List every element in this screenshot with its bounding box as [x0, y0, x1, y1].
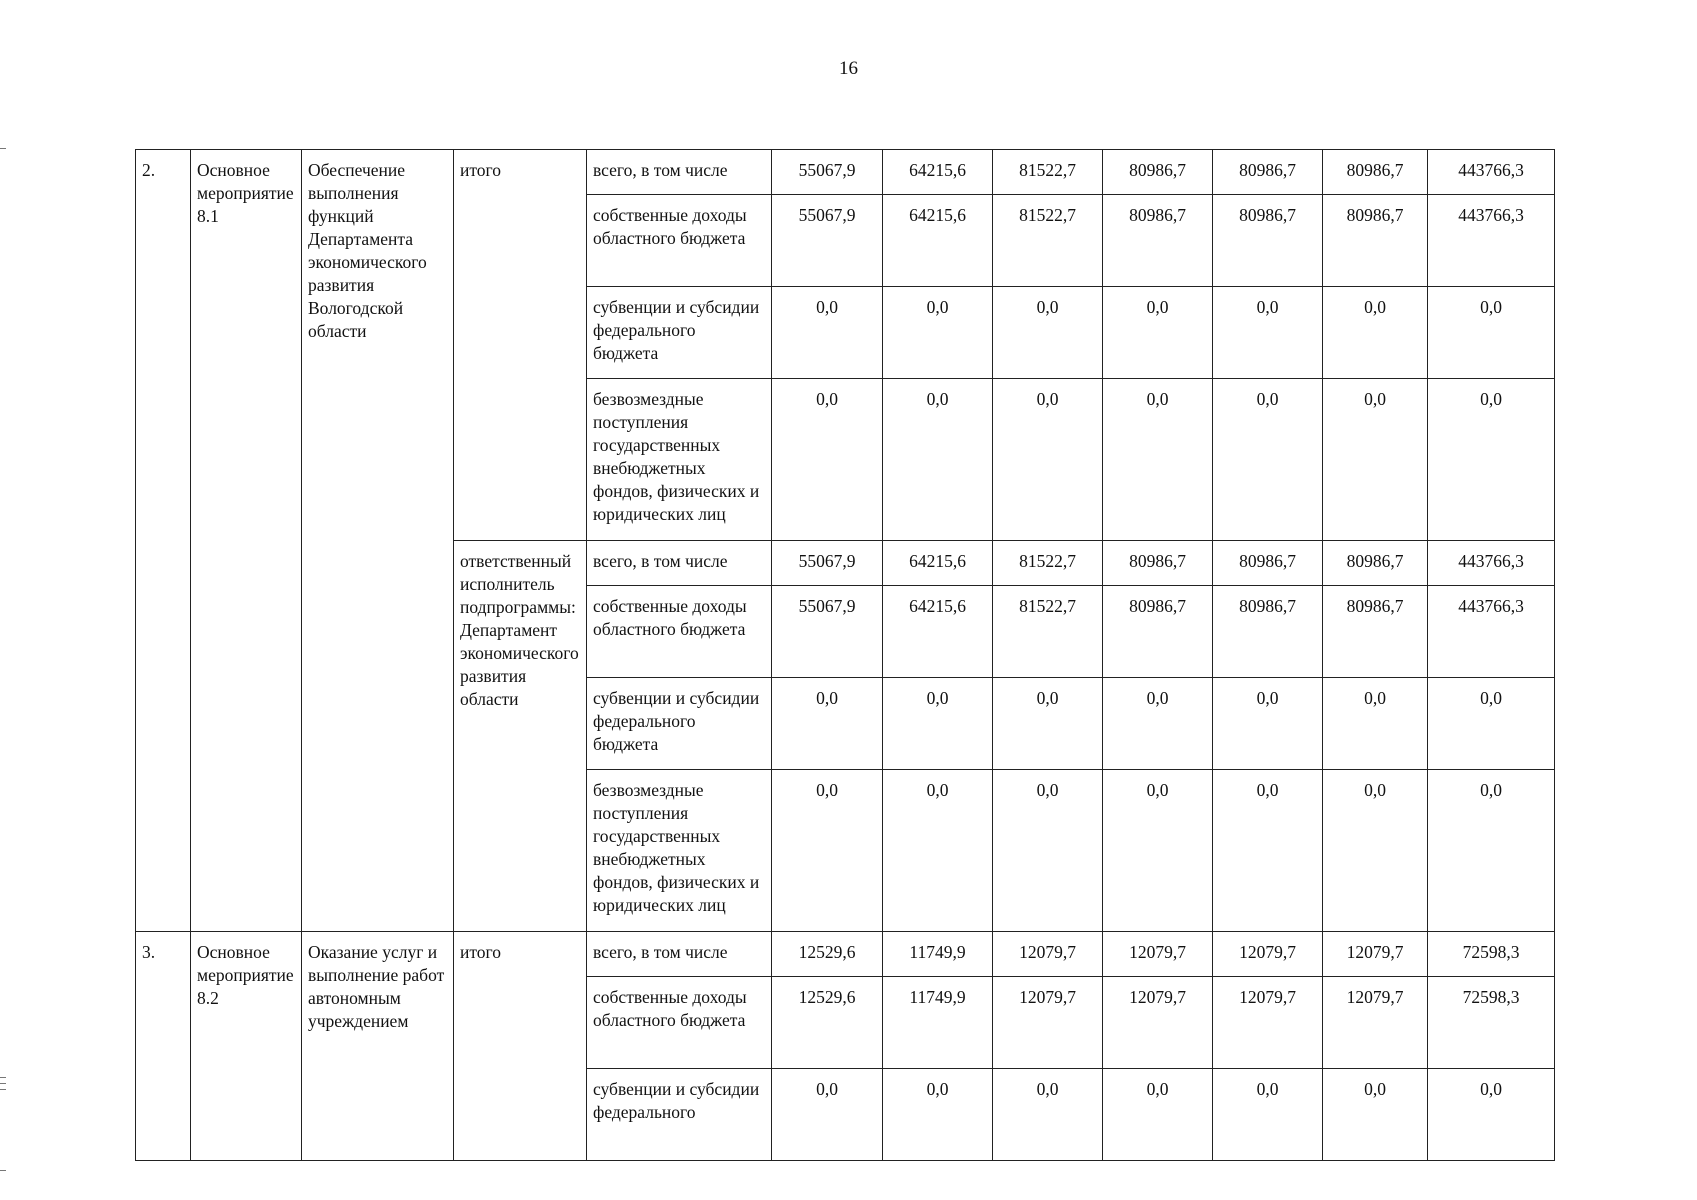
- year-value-cell: 12529,6: [772, 932, 883, 977]
- total-value-cell: 0,0: [1428, 379, 1555, 541]
- year-value-cell: 0,0: [1103, 379, 1213, 541]
- executor-cell: итого: [454, 150, 587, 541]
- year-value-cell: 0,0: [772, 770, 883, 932]
- event-cell: Основное мероприятие 8.2: [191, 932, 302, 1161]
- year-value-cell: 0,0: [883, 678, 993, 770]
- year-value-cell: 0,0: [772, 678, 883, 770]
- year-value-cell: 80986,7: [1213, 541, 1323, 586]
- table-row: [136, 932, 1555, 977]
- year-value-cell: 81522,7: [993, 586, 1103, 678]
- year-value-cell: 64215,6: [883, 195, 993, 287]
- year-value-cell: 0,0: [1103, 1069, 1213, 1161]
- year-value-cell: 80986,7: [1103, 150, 1213, 195]
- scan-edge-mark: [0, 148, 6, 149]
- budget-table-body: [136, 150, 1555, 1161]
- scan-edge-mark: [0, 1089, 6, 1090]
- funding-source-cell: субвенции и субсидии федерального: [587, 1069, 772, 1161]
- year-value-cell: 64215,6: [883, 541, 993, 586]
- year-value-cell: 0,0: [1213, 770, 1323, 932]
- year-value-cell: 0,0: [1323, 770, 1428, 932]
- year-value-cell: 0,0: [1323, 1069, 1428, 1161]
- page-number: 16: [839, 58, 858, 79]
- total-value-cell: 0,0: [1428, 678, 1555, 770]
- event-name-cell: Обеспечение выполнения функций Департамента экономического развития Вологодской области: [302, 150, 454, 932]
- year-value-cell: 0,0: [993, 770, 1103, 932]
- total-value-cell: 72598,3: [1428, 977, 1555, 1069]
- year-value-cell: 0,0: [1213, 1069, 1323, 1161]
- year-value-cell: 80986,7: [1323, 195, 1428, 287]
- year-value-cell: 0,0: [993, 379, 1103, 541]
- budget-table: [135, 149, 1555, 1161]
- year-value-cell: 0,0: [1103, 287, 1213, 379]
- year-value-cell: 80986,7: [1323, 541, 1428, 586]
- year-value-cell: 64215,6: [883, 586, 993, 678]
- year-value-cell: 12079,7: [1103, 977, 1213, 1069]
- year-value-cell: 0,0: [1103, 678, 1213, 770]
- year-value-cell: 0,0: [1213, 379, 1323, 541]
- funding-source-cell: всего, в том числе: [587, 150, 772, 195]
- year-value-cell: 80986,7: [1323, 150, 1428, 195]
- funding-source-cell: всего, в том числе: [587, 932, 772, 977]
- year-value-cell: 12529,6: [772, 977, 883, 1069]
- year-value-cell: 80986,7: [1213, 586, 1323, 678]
- total-value-cell: 0,0: [1428, 1069, 1555, 1161]
- total-value-cell: 0,0: [1428, 287, 1555, 379]
- year-value-cell: 81522,7: [993, 150, 1103, 195]
- year-value-cell: 12079,7: [993, 932, 1103, 977]
- year-value-cell: 0,0: [883, 1069, 993, 1161]
- year-value-cell: 11749,9: [883, 932, 993, 977]
- year-value-cell: 0,0: [772, 1069, 883, 1161]
- year-value-cell: 12079,7: [1103, 932, 1213, 977]
- scan-edge-mark: [0, 1170, 6, 1171]
- year-value-cell: 81522,7: [993, 541, 1103, 586]
- year-value-cell: 55067,9: [772, 195, 883, 287]
- executor-cell: итого: [454, 932, 587, 1161]
- year-value-cell: 0,0: [883, 379, 993, 541]
- funding-source-cell: собственные доходы областного бюджета: [587, 977, 772, 1069]
- year-value-cell: 12079,7: [993, 977, 1103, 1069]
- year-value-cell: 64215,6: [883, 150, 993, 195]
- year-value-cell: 80986,7: [1213, 195, 1323, 287]
- year-value-cell: 80986,7: [1103, 541, 1213, 586]
- year-value-cell: 81522,7: [993, 195, 1103, 287]
- total-value-cell: 443766,3: [1428, 541, 1555, 586]
- year-value-cell: 0,0: [1323, 379, 1428, 541]
- year-value-cell: 0,0: [883, 287, 993, 379]
- year-value-cell: 0,0: [993, 1069, 1103, 1161]
- year-value-cell: 12079,7: [1213, 932, 1323, 977]
- year-value-cell: 0,0: [1213, 678, 1323, 770]
- row-number-cell: 3.: [136, 932, 191, 1161]
- year-value-cell: 0,0: [883, 770, 993, 932]
- event-name-cell: Оказание услуг и выполнение работ автономным учреждением: [302, 932, 454, 1161]
- funding-source-cell: безвозмездные поступления государственных внебюджетных фондов, физических и юридических лиц: [587, 379, 772, 541]
- year-value-cell: 0,0: [1103, 770, 1213, 932]
- year-value-cell: 0,0: [993, 678, 1103, 770]
- year-value-cell: 80986,7: [1103, 586, 1213, 678]
- total-value-cell: 443766,3: [1428, 586, 1555, 678]
- event-cell: Основное мероприятие 8.1: [191, 150, 302, 932]
- funding-source-cell: безвозмездные поступления государственных внебюджетных фондов, физических и юридических лиц: [587, 770, 772, 932]
- year-value-cell: 0,0: [1213, 287, 1323, 379]
- executor-cell: ответственный исполнитель подпрограммы: Департамент экономического развития области: [454, 541, 587, 932]
- total-value-cell: 443766,3: [1428, 195, 1555, 287]
- year-value-cell: 12079,7: [1323, 977, 1428, 1069]
- year-value-cell: 0,0: [772, 379, 883, 541]
- year-value-cell: 80986,7: [1323, 586, 1428, 678]
- year-value-cell: 12079,7: [1213, 977, 1323, 1069]
- scan-edge-mark: [0, 1083, 6, 1084]
- year-value-cell: 80986,7: [1103, 195, 1213, 287]
- year-value-cell: 55067,9: [772, 150, 883, 195]
- total-value-cell: 72598,3: [1428, 932, 1555, 977]
- year-value-cell: 80986,7: [1213, 150, 1323, 195]
- table-row: [136, 150, 1555, 195]
- funding-source-cell: субвенции и субсидии федерального бюджета: [587, 678, 772, 770]
- scan-edge-mark: [0, 1077, 6, 1078]
- total-value-cell: 0,0: [1428, 770, 1555, 932]
- year-value-cell: 55067,9: [772, 541, 883, 586]
- funding-source-cell: всего, в том числе: [587, 541, 772, 586]
- funding-source-cell: собственные доходы областного бюджета: [587, 586, 772, 678]
- row-number-cell: 2.: [136, 150, 191, 932]
- funding-source-cell: субвенции и субсидии федерального бюджета: [587, 287, 772, 379]
- year-value-cell: 11749,9: [883, 977, 993, 1069]
- year-value-cell: 12079,7: [1323, 932, 1428, 977]
- year-value-cell: 0,0: [1323, 287, 1428, 379]
- year-value-cell: 0,0: [993, 287, 1103, 379]
- year-value-cell: 0,0: [772, 287, 883, 379]
- year-value-cell: 55067,9: [772, 586, 883, 678]
- total-value-cell: 443766,3: [1428, 150, 1555, 195]
- funding-source-cell: собственные доходы областного бюджета: [587, 195, 772, 287]
- year-value-cell: 0,0: [1323, 678, 1428, 770]
